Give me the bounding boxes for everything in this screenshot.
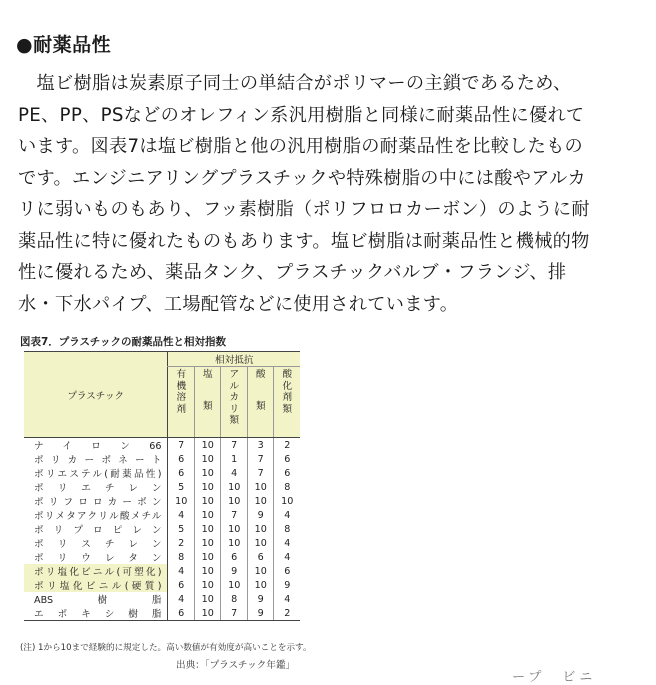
resistance-value: 1: [221, 452, 248, 466]
resistance-value: 6: [274, 466, 300, 480]
paragraph-line: 薬品性に特に優れたものもあります。塩ビ樹脂は耐薬品性と機械的物: [18, 230, 590, 252]
resistance-value: 10: [221, 578, 248, 592]
paragraph-line: 水・下水パイプ、工場配管などに使用されています。: [18, 293, 459, 315]
resistance-value: 7: [247, 466, 274, 480]
column-header-char: 塩: [202, 369, 213, 380]
table-source: 出典：「プラスチック年鑑」: [176, 660, 296, 671]
resistance-value: 6: [221, 550, 248, 564]
plastic-name: ポリフロロカーボン: [34, 497, 162, 508]
resistance-value: 10: [247, 494, 274, 508]
resistance-value: 5: [168, 480, 195, 494]
table-row: [24, 438, 300, 453]
resistance-value: 7: [168, 438, 195, 453]
resistance-value: 6: [247, 550, 274, 564]
resistance-value: 7: [221, 508, 248, 522]
table-row: [24, 480, 300, 494]
figure-title: 図表7．プラスチックの耐薬品性と相対指数: [20, 336, 226, 348]
plastic-name: ポリカーボネート: [34, 455, 162, 466]
table-row: [24, 564, 300, 578]
resistance-value: 9: [274, 578, 300, 592]
resistance-value: 9: [247, 592, 274, 606]
resistance-value: 10: [247, 522, 274, 536]
resistance-value: 10: [247, 536, 274, 550]
table-row: [24, 550, 300, 564]
resistance-value: 8: [221, 592, 248, 606]
resistance-value: 10: [274, 494, 300, 508]
resistance-value: 10: [168, 494, 195, 508]
table-note: (注) 1から10まで経験的に規定した。高い数値が有効度が高いことを示す。: [20, 643, 312, 653]
column-header-char: 類: [255, 400, 266, 412]
plastic-name: ポリプロピレン: [34, 525, 162, 536]
paragraph-line: います。図表7は塩ビ樹脂と他の汎用樹脂の耐薬品性を比較したもの: [18, 136, 584, 157]
resistance-value: 7: [247, 452, 274, 466]
resistance-value: 6: [168, 452, 195, 466]
resistance-value: 4: [168, 564, 195, 578]
header-relative-resistance: 相対抵抗: [168, 352, 300, 367]
plastic-name: ナイロン66: [34, 441, 162, 452]
plastic-name: ポリエステル(耐薬品性): [34, 469, 162, 480]
resistance-value: 4: [168, 508, 195, 522]
resistance-value: 10: [194, 606, 221, 621]
body-paragraph: [18, 68, 638, 320]
resistance-value: 8: [274, 480, 300, 494]
column-header-char: 化: [282, 380, 293, 392]
resistance-value: 10: [194, 480, 221, 494]
table-row: [24, 494, 300, 508]
plastic-name: ポリ塩化ビニル(可塑化): [24, 564, 168, 578]
table-row: [24, 578, 300, 592]
resistance-value: 10: [221, 522, 248, 536]
resistance-value: 10: [194, 536, 221, 550]
plastic-name: ポリウレタン: [34, 553, 162, 564]
resistance-value: 4: [274, 550, 300, 564]
column-header-char: 剤: [176, 403, 187, 415]
paragraph-line: です。エンジニアリングプラスチックや特殊樹脂の中には酸やアルカ: [18, 167, 586, 189]
plastic-name: ポリ塩化ビニル(硬質): [24, 578, 168, 592]
column-header-char: リ: [229, 403, 240, 415]
resistance-value: 4: [274, 592, 300, 606]
table-row: [24, 452, 300, 466]
resistance-value: 10: [221, 494, 248, 508]
column-header-char: 類: [202, 400, 213, 412]
column-header-char: 類: [229, 415, 240, 426]
plastic-name: ポリメタアクリル酸メチル: [34, 511, 162, 522]
resistance-value: 10: [247, 564, 274, 578]
column-header-char: 剤: [282, 392, 293, 403]
column-header-char: ア: [229, 369, 240, 380]
resistance-value: 10: [194, 564, 221, 578]
resistance-value: 4: [274, 536, 300, 550]
resistance-value: 10: [194, 508, 221, 522]
resistance-value: 4: [168, 592, 195, 606]
resistance-value: 9: [247, 508, 274, 522]
table-row: [24, 536, 300, 550]
resistance-value: 7: [221, 606, 248, 621]
column-header: [194, 367, 221, 438]
column-header: [221, 367, 248, 438]
resistance-value: 10: [221, 536, 248, 550]
column-header-char: 類: [282, 403, 293, 415]
column-header: [168, 367, 195, 438]
resistance-value: 10: [194, 452, 221, 466]
plastic-name: ABS樹脂: [34, 595, 162, 606]
column-header: [274, 367, 300, 438]
resistance-value: 10: [194, 522, 221, 536]
resistance-value: 2: [274, 606, 300, 621]
chemical-resistance-table: [24, 351, 300, 621]
resistance-value: 8: [274, 522, 300, 536]
resistance-value: 9: [221, 564, 248, 578]
resistance-value: 5: [168, 522, 195, 536]
section-heading: ●耐薬品性: [16, 34, 112, 56]
resistance-value: 6: [168, 578, 195, 592]
column-header-char: ル: [229, 380, 240, 392]
column-header-char: 酸: [282, 369, 293, 380]
column-header-char: 機: [176, 380, 187, 392]
plastic-name: ポリエチレン: [34, 483, 162, 494]
table-row: [24, 466, 300, 480]
resistance-value: 4: [274, 508, 300, 522]
plastic-name: ポリスチレン: [34, 539, 162, 550]
resistance-value: 6: [168, 466, 195, 480]
paragraph-line: 塩ビ樹脂は炭素原子同士の単結合がポリマーの主鎖であるため、: [18, 73, 572, 94]
next-section-fragment: ープ ビニ: [512, 670, 597, 685]
resistance-value: 10: [194, 578, 221, 592]
resistance-value: 10: [194, 550, 221, 564]
paragraph-line: 性に優れるため、薬品タンク、プラスチックバルブ・フランジ、排: [18, 262, 567, 283]
table-row: [24, 606, 300, 621]
resistance-value: 9: [247, 606, 274, 621]
resistance-value: 10: [194, 438, 221, 453]
resistance-value: 2: [274, 438, 300, 453]
resistance-value: 3: [247, 438, 274, 453]
table-row: [24, 522, 300, 536]
resistance-value: 10: [194, 466, 221, 480]
header-plastic: プラスチック: [24, 352, 168, 438]
column-header-char: 酸: [255, 369, 266, 380]
paragraph-line: PE、PP、PSなどのオレフィン系汎用樹脂と同様に耐薬品性に優れて: [18, 104, 585, 126]
column-header-char: 溶: [176, 392, 187, 403]
resistance-value: 8: [168, 550, 195, 564]
resistance-value: 2: [168, 536, 195, 550]
column-header-char: カ: [229, 392, 240, 403]
paragraph-line: リに弱いものもあり、フッ素樹脂（ポリフロロカーボン）のように耐: [18, 199, 590, 220]
column-header-char: 有: [176, 369, 187, 380]
resistance-value: 10: [247, 480, 274, 494]
table-row: [24, 592, 300, 606]
resistance-value: 10: [194, 592, 221, 606]
resistance-value: 7: [221, 438, 248, 453]
resistance-value: 6: [168, 606, 195, 621]
resistance-value: 6: [274, 564, 300, 578]
plastic-name: エポキシ樹脂: [24, 606, 168, 621]
column-header: [247, 367, 274, 438]
resistance-value: 4: [221, 466, 248, 480]
resistance-value: 10: [194, 494, 221, 508]
resistance-value: 10: [247, 578, 274, 592]
resistance-value: 10: [221, 480, 248, 494]
table-row: [24, 508, 300, 522]
resistance-value: 6: [274, 452, 300, 466]
